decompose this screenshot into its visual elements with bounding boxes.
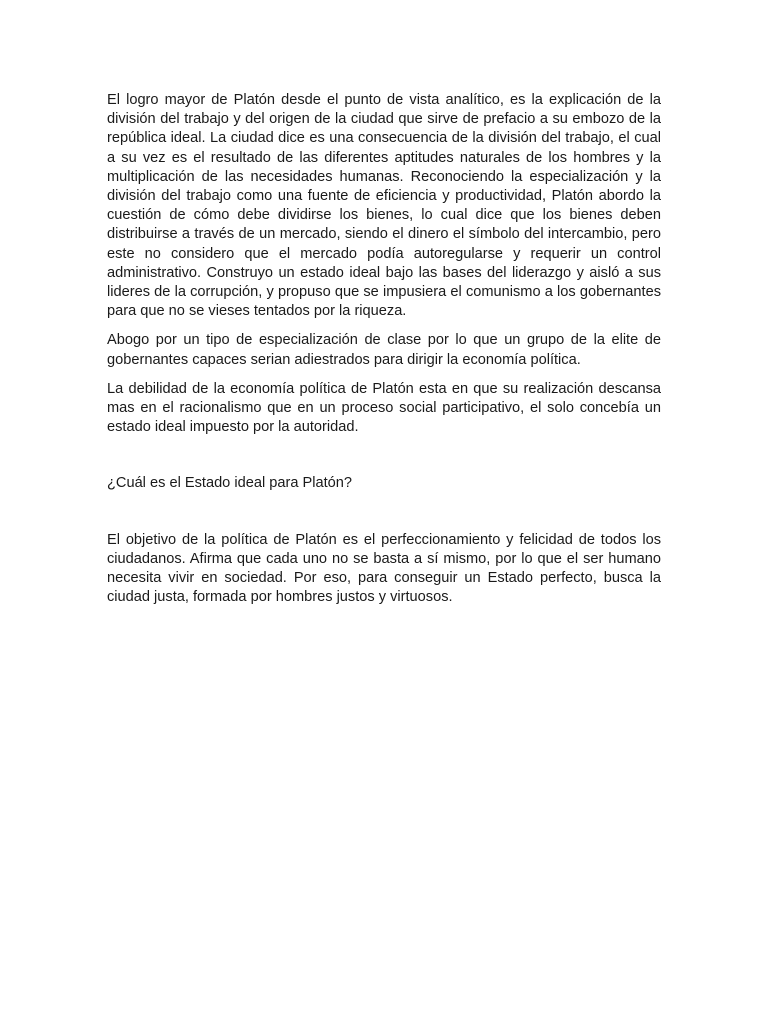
- paragraph-debilidad: La debilidad de la economía política de Platón esta en que su realización descansa mas en el racionalismo que en un proceso social participativo, el solo concebía un estado ideal impuesto por la autoridad.: [107, 380, 661, 436]
- paragraph-division-del-trabajo: El logro mayor de Platón desde el punto de vista analítico, es la explicación de la división del trabajo y del origen de la ciudad que sirve de prefacio a su embozo de la república ideal. La ciudad dice es una consecuencia de la división del trabajo, el cual a su vez es el resultado de las diferentes aptitudes naturales de los hombres y la multiplicación de las necesidades humanas. Reconociendo la especialización y la división del trabajo como una fuente de eficiencia y productividad, Platón abordo la cuestión de cómo debe dividirse los bienes, lo cual dice que los bienes deben distribuirse a través de un mercado, siendo el dinero el símbolo del intercambio, pero este no considero que el mercado podía autoregularse y requerir un control administrativo. Construyo un estado ideal bajo las bases del liderazgo y aisló a sus lideres de la corrupción, y propuso que se impusiera el comunismo a los gobernantes para que no se vieses tentados por la riqueza.: [107, 92, 661, 320]
- document-body: [107, 91, 661, 617]
- paragraph-especializacion-de-clase: Abogo por un tipo de especialización de clase por lo que un grupo de la elite de gobernantes capaces serian adiestrados para dirigir la economía política.: [107, 332, 661, 368]
- question-heading: ¿Cuál es el Estado ideal para Platón?: [107, 475, 353, 492]
- answer-paragraph: El objetivo de la política de Platón es el perfeccionamiento y felicidad de todos los ciudadanos. Afirma que cada uno no se basta a sí mismo, por lo que el ser humano necesita vivir en sociedad. Por eso, para conseguir un Estado perfecto, busca la ciudad justa, formada por hombres justos y virtuosos.: [107, 531, 661, 606]
